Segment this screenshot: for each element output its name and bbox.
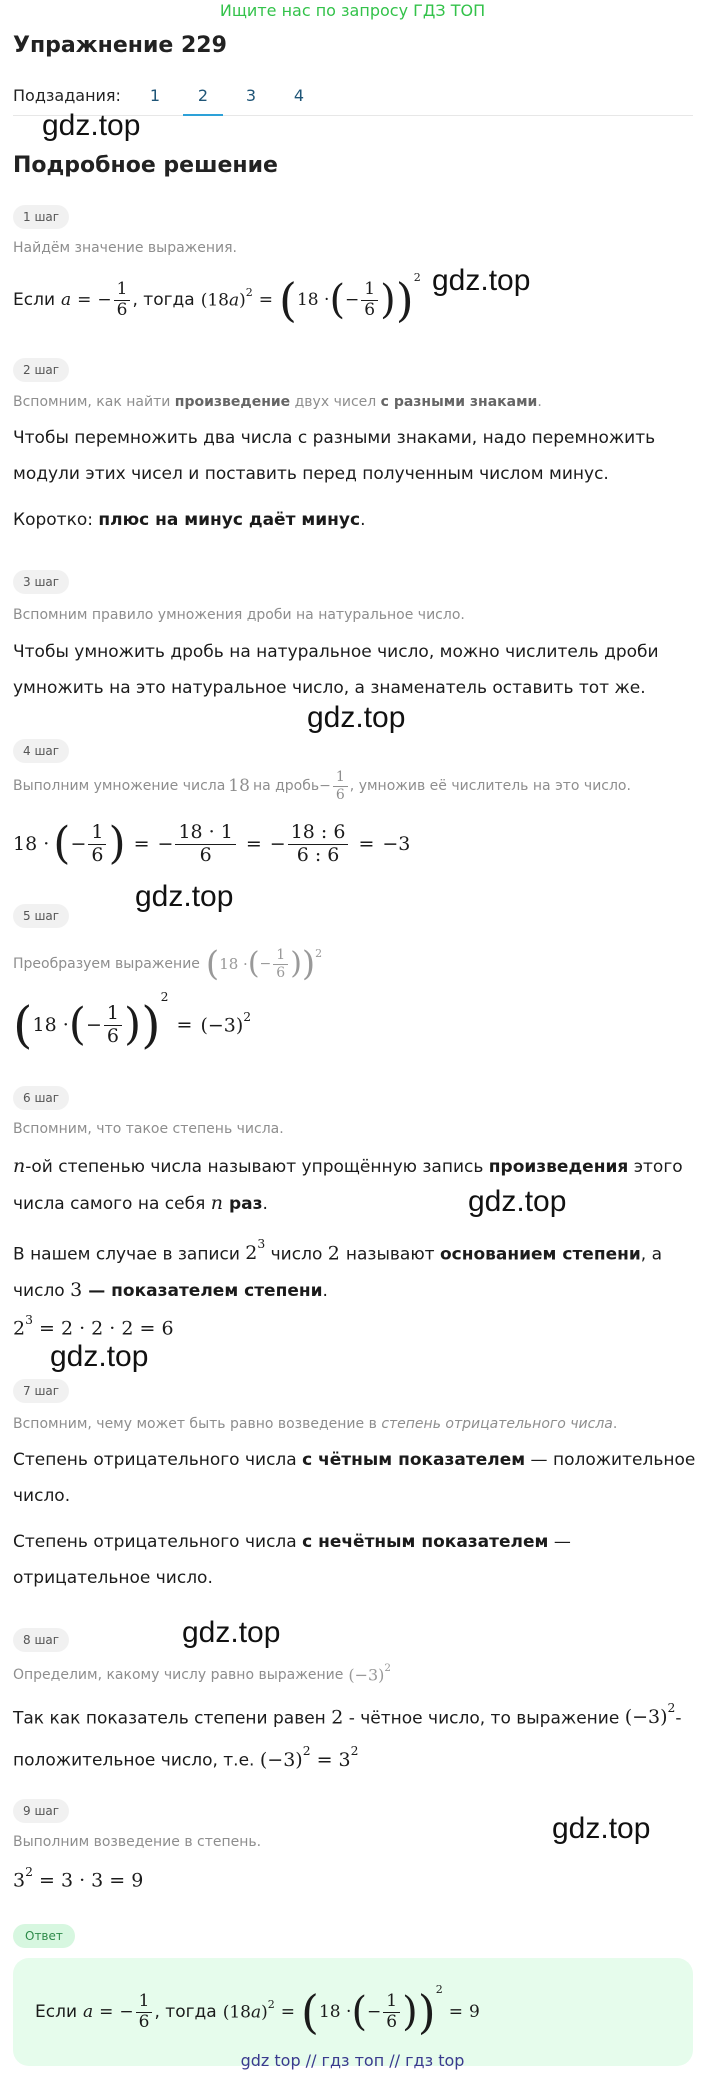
step-badge: 9 шаг [13, 1799, 69, 1823]
step-hint: Выполним возведение в степень. [13, 1834, 262, 1850]
footer-links[interactable]: gdz top // гдз топ // гдз top [240, 2051, 465, 2070]
rule-paragraph: Чтобы умножить дробь на натуральное число, можно числитель дроби умножить на это натуральное число, а знаменатель оставить тот же. [13, 642, 659, 698]
step-badge: 7 шаг [13, 1379, 69, 1403]
step6-expression: $2^3 = 2 \cdot 2 \cdot 2 = 6$ [13, 1312, 174, 1340]
power-definition: n-ой степенью числа называют упрощённую запись произведения этого числа самого на себя n раз. [13, 1155, 683, 1214]
watermark: gdz.top [50, 1340, 149, 1373]
step-badge: 4 шаг [13, 739, 69, 763]
answer-box [13, 1958, 693, 2066]
step-badge: 5 шаг [13, 904, 69, 928]
step-badge: 6 шаг [13, 1086, 69, 1110]
power-example-text: В нашем случае в записи $2^3$ число 2 называют основанием степени, а число 3 — показателем степени. [13, 1237, 662, 1302]
step8-paragraph: Так как показатель степени равен 2 - чётное число, то выражение $(-3)^2-$ положительное число, т.е. $(-3)^2 = 3^2$ [13, 1701, 682, 1771]
step-hint: Вспомним, что такое степень числа. [13, 1121, 284, 1137]
watermark: gdz.top [42, 109, 141, 142]
watermark: gdz.top [182, 1616, 281, 1649]
odd-rule: Степень отрицательного числа с нечётным показателем — отрицательное число. [13, 1532, 571, 1588]
answer-expression: Если a = − $\frac{1}{6}$ , тогда $(18a)^2$ = ( 18 · ( − $\frac{1}{6}$ ) ) 2 = 9 [35, 1982, 480, 2039]
step-badge: 1 шаг [13, 205, 69, 229]
text-then: , тогда [132, 290, 195, 310]
search-banner: Ищите нас по запросу ГДЗ ТОП [219, 1, 486, 20]
watermark: gdz.top [552, 1812, 651, 1845]
watermark: gdz.top [135, 880, 234, 913]
step-badge: 2 шаг [13, 358, 69, 382]
step-hint: Вспомним, как найти произведение двух чисел с разными знаками. [13, 394, 542, 410]
tab-subtask-1[interactable]: 1 [149, 86, 161, 105]
even-rule: Степень отрицательного числа с чётным показателем — положительное число. [13, 1450, 696, 1506]
step-hint: Найдём значение выражения. [13, 240, 238, 256]
step-hint: Преобразуем выражение ( 18 · ( − $\frac{1}{6}$ ) ) 2 [13, 944, 323, 984]
step-hint: Вспомним, чему может быть равно возведение в степень отрицательного числа. [13, 1416, 618, 1432]
step-hint: Определим, какому числу равно выражение $(-3)^2$ [13, 1662, 392, 1685]
watermark: gdz.top [468, 1185, 567, 1218]
short-rule: Коротко: плюс на минус даёт минус. [13, 510, 366, 530]
tab-subtask-3[interactable]: 3 [245, 86, 257, 105]
tab-subtask-2[interactable]: 2 [183, 86, 223, 105]
page-title: Упражнение 229 [13, 33, 227, 58]
text-if: Если [35, 2002, 78, 2022]
step-hint: Вспомним правило умножения дроби на натуральное число. [13, 607, 465, 623]
text-if: Если [13, 290, 56, 310]
tab-subtask-4[interactable]: 4 [293, 86, 305, 105]
step4-expression: 18 · ( − $\frac{1}{6}$ ) = − $\frac{18 \cdot 1}{6}$ = − $\frac{18 : 6}{6 : 6}$ = −3 [13, 818, 411, 869]
text-then: , тогда [154, 2002, 217, 2022]
solution-heading: Подробное решение [13, 153, 278, 178]
rule-paragraph: Чтобы перемножить два числа с разными знаками, надо перемножить модули этих чисел и поставить перед полученным числом минус. [13, 428, 656, 484]
step-badge: 8 шаг [13, 1628, 69, 1652]
watermark: gdz.top [307, 701, 406, 734]
watermark: gdz.top [432, 264, 531, 297]
step5-expression: ( 18 · ( − $\frac{1}{6}$ ) ) 2 = $(-3)^2$ [13, 990, 252, 1054]
answer-badge: Ответ [13, 1924, 75, 1948]
step-hint: Выполним умножение числа 18 на дробь − $\frac{1}{6}$ , умножив её числитель на это число. [13, 769, 631, 803]
step-badge: 3 шаг [13, 570, 69, 594]
step9-expression: $3^2 = 3 \cdot 3 = 9$ [13, 1864, 144, 1892]
subtasks-label: Подзадания: [13, 86, 121, 105]
step1-expression: Если a = − $\frac{1}{6}$ , тогда $(18a)^2$ = ( 18 · ( − $\frac{1}{6}$ ) ) 2 [13, 270, 421, 327]
